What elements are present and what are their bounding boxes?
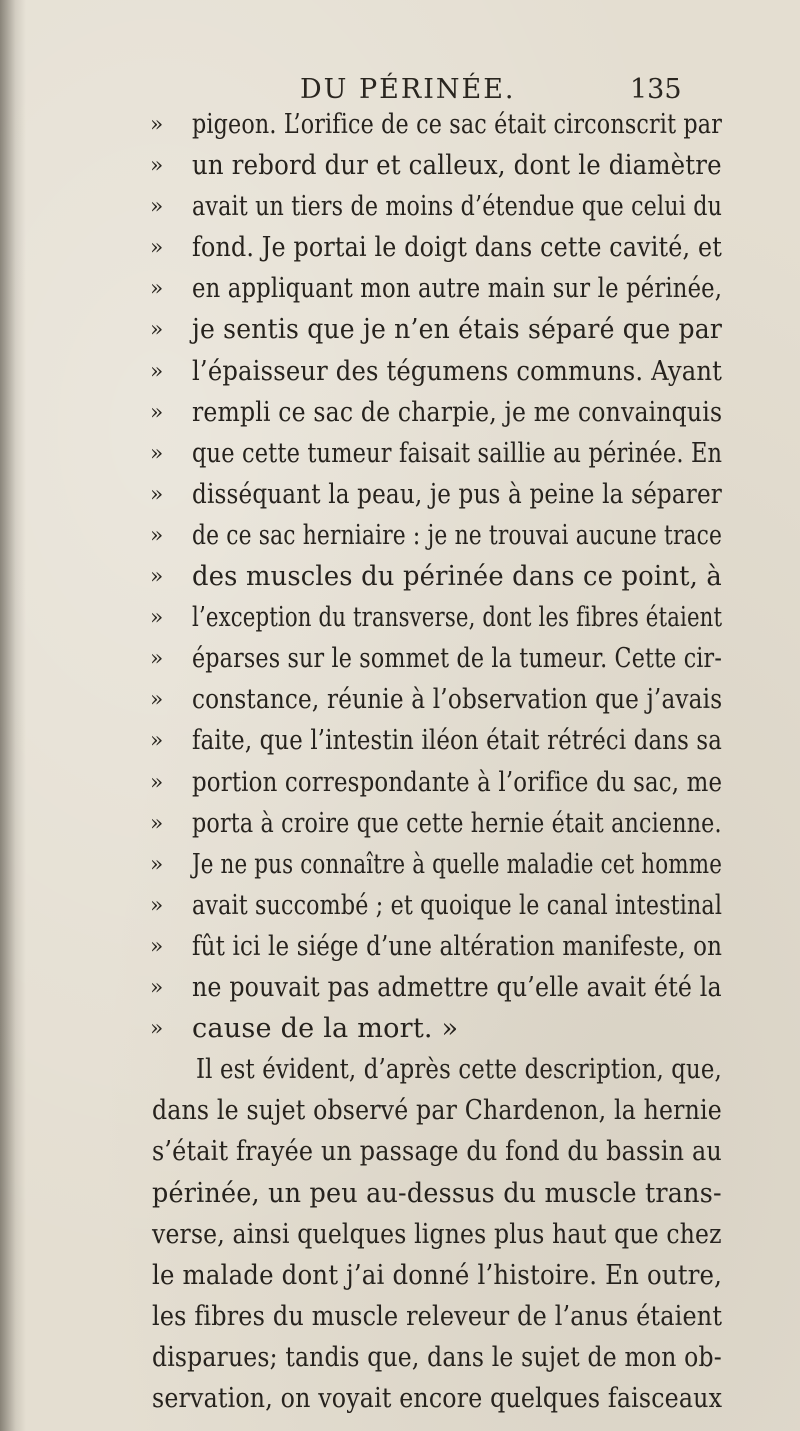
paragraph-line: servation, on voyait encore quelques faisceaux [152,1383,723,1414]
quote-mark: » [150,440,164,466]
quote-mark: » [150,194,164,220]
quoted-line: pigeon. L’orifice de ce sac était circonscrit par [192,109,723,140]
quote-mark: » [150,975,164,1001]
quoted-line: en appliquant mon autre main sur le périnée, [192,273,723,305]
paragraph-line: dans le sujet observé par Chardenon, la hernie [152,1095,722,1127]
paragraph-line: périnée, un peu au-dessus du muscle trans- [152,1177,722,1209]
quoted-line: fût ici le siége d’une altération manifeste, on [192,930,723,962]
quoted-line: portion correspondante à l’orifice du sac, me [192,766,723,798]
quoted-line: que cette tumeur faisait saillie au périnée. En [192,437,723,469]
quoted-line: des muscles du périnée dans ce point, à [192,561,722,593]
quote-mark: » [150,481,164,507]
quoted-line: disséquant la peau, je pus à peine la séparer [192,478,723,510]
paragraph-line: verse, ainsi quelques lignes plus haut que chez [152,1218,722,1250]
quoted-line: l’exception du transverse, dont les fibres étaient [192,602,723,634]
quoted-line: je sentis que je n’en étais séparé que par [192,314,723,346]
quote-mark: » [150,933,164,959]
quoted-line: porta à croire que cette hernie était ancienne. [192,807,722,839]
quote-mark: » [150,728,164,754]
quoted-line: l’épaisseur des tégumens communs. Ayant [192,355,723,387]
quote-mark: » [150,810,164,836]
quoted-line: Je ne pus connaître à quelle maladie cet homme [192,848,723,880]
quote-mark: » [150,605,164,631]
page-gutter-shadow [0,0,26,1431]
paragraph-line: les fibres du muscle releveur de l’anus étaient [152,1300,723,1332]
quote-mark: » [150,687,164,713]
paragraph-line: disparues; tandis que, dans le sujet de mon ob- [152,1341,722,1373]
paragraph-line: Il est évident, d’après cette description, que, [196,1054,722,1086]
quote-mark: » [150,153,164,179]
quote-mark: » [150,1016,164,1042]
quote-mark: » [150,317,164,343]
quote-mark: » [150,522,164,548]
quoted-line: ne pouvait pas admettre qu’elle avait été la [192,972,722,1004]
quoted-line: éparses sur le sommet de la tumeur. Cette cir- [192,643,723,675]
quote-mark: » [150,399,164,425]
quoted-line: un rebord dur et calleux, dont le diamètre [192,150,722,182]
quoted-line: avait un tiers de moins d’étendue que celui du [192,191,723,223]
quoted-line: cause de la mort. » [192,1013,459,1045]
quoted-line: rempli ce sac de charpie, je me convainquis [192,396,723,428]
quote-mark: » [150,564,164,590]
quoted-line: constance, réunie à l’observation que j’avais [192,684,723,716]
quote-mark: » [150,646,164,672]
paragraph-line: s’était frayée un passage du fond du bassin au [152,1136,722,1168]
quote-mark: » [150,235,164,261]
quote-mark: » [150,851,164,877]
quote-mark: » [150,112,164,137]
quote-mark: » [150,276,164,302]
quote-mark: » [150,769,164,795]
page-number: 135 [630,74,682,105]
quote-mark: » [150,892,164,918]
header-title: DU PÉRINÉE. [300,74,516,105]
quote-mark: » [150,358,164,384]
paragraph-line: le malade dont j’ai donné l’histoire. En outre, [152,1259,723,1291]
quoted-line: de ce sac herniaire : je ne trouvai aucune trace [192,519,723,551]
quoted-line: faite, que l’intestin iléon était rétréci dans sa [192,725,723,757]
quoted-line: fond. Je portai le doigt dans cette cavité, et [192,232,722,264]
quoted-line: avait succombé ; et quoique le canal intestinal [192,889,723,921]
